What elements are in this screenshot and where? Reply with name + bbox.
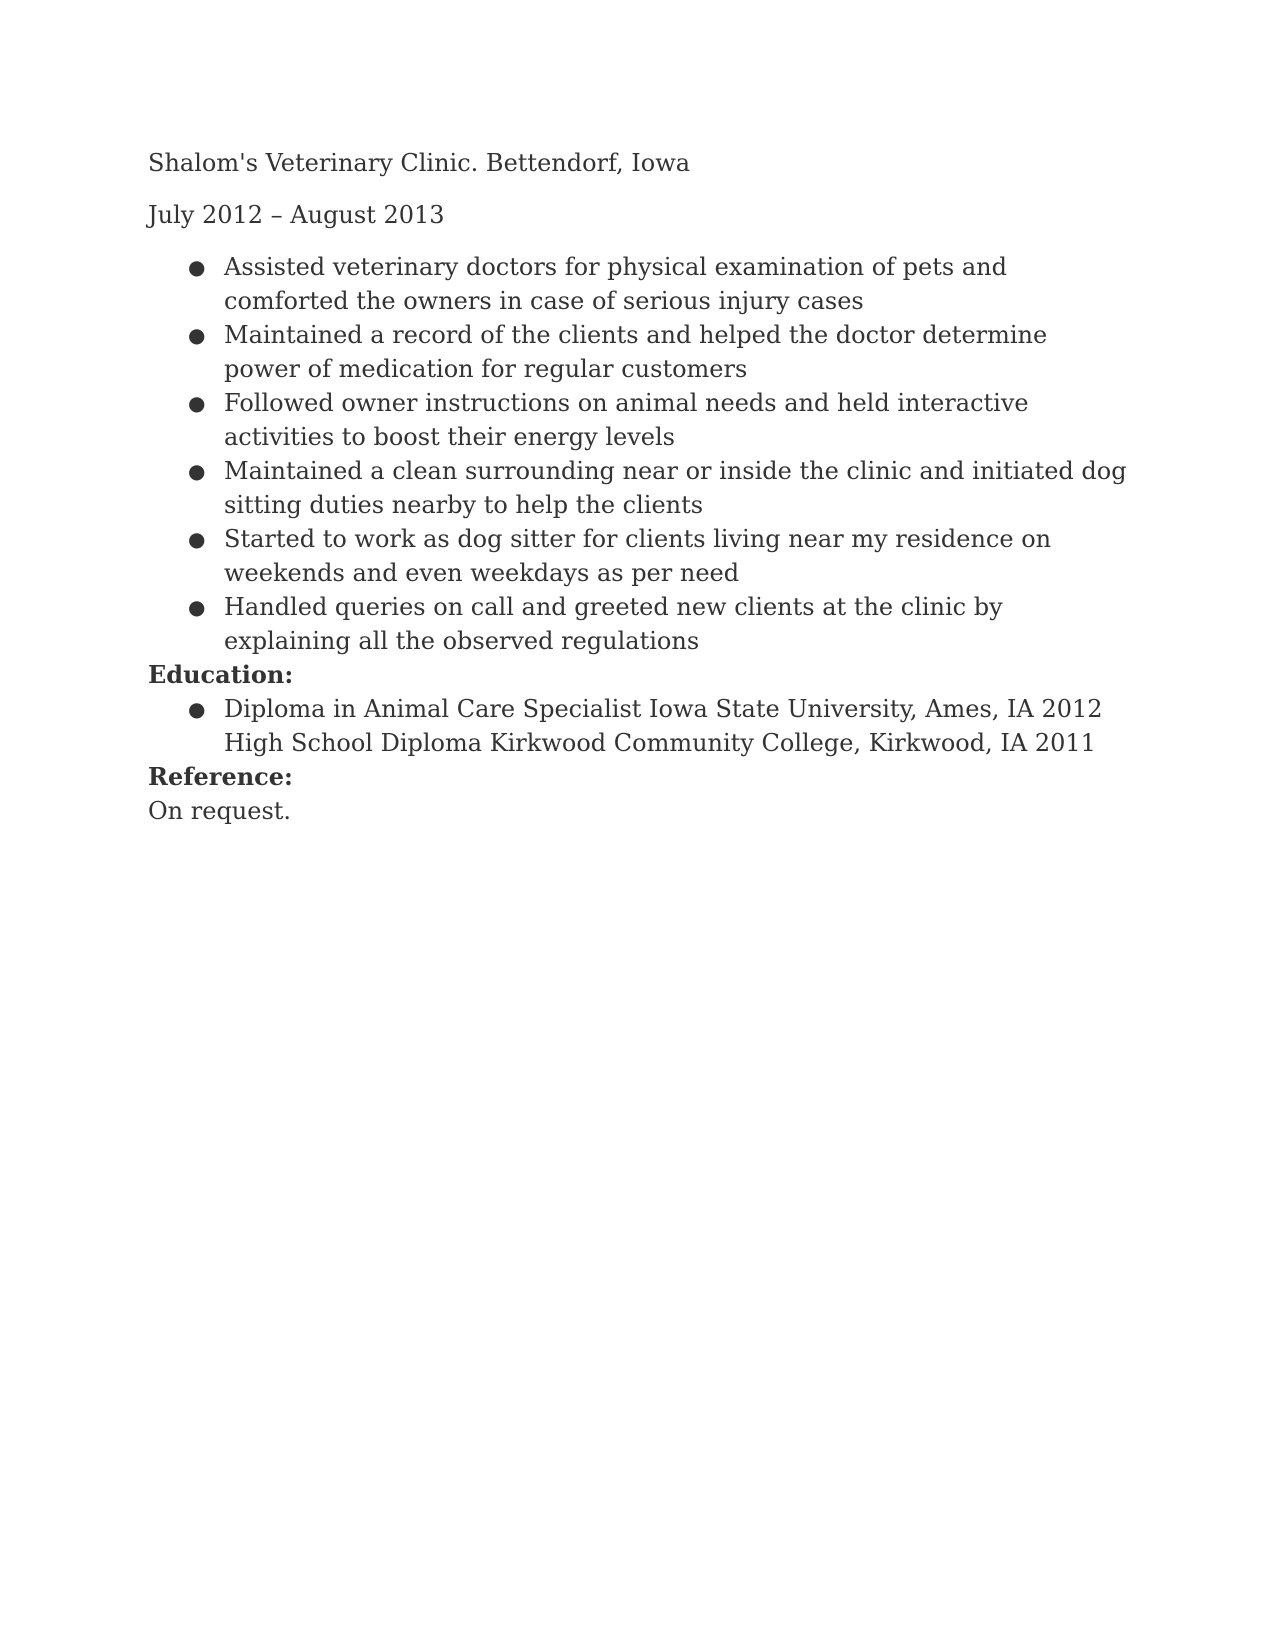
employment-dates: July 2012 – August 2013: [148, 201, 445, 229]
bullet-icon: ●: [188, 391, 206, 415]
list-item: [148, 386, 1128, 454]
bullet-icon: ●: [188, 697, 206, 721]
bullet-icon: ●: [188, 255, 206, 279]
reference-text: On request.: [148, 797, 292, 825]
education-line: High School Diploma Kirkwood Community College, Kirkwood, IA 2011: [224, 729, 1096, 757]
bullet-icon: ●: [188, 323, 206, 347]
list-item: [148, 522, 1128, 590]
duty-text: Handled queries on call and greeted new clients at the clinic by explaining all the observed regulations: [224, 593, 1003, 655]
duties-list: [148, 250, 1128, 658]
reference-heading: Reference:: [148, 762, 293, 791]
bullet-icon: ●: [188, 527, 206, 551]
education-heading: Education:: [148, 660, 294, 689]
list-item: [148, 692, 1128, 760]
duty-text: Started to work as dog sitter for clients living near my residence on weekends and even weekdays as per need: [224, 525, 1052, 587]
list-item: [148, 250, 1128, 318]
duty-text: Followed owner instructions on animal needs and held interactive activities to boost their energy levels: [224, 389, 1029, 451]
duty-text: Assisted veterinary doctors for physical examination of pets and comforted the owners in case of serious injury cases: [224, 253, 1007, 315]
resume-page: [148, 146, 1128, 828]
bullet-icon: ●: [188, 595, 206, 619]
duty-text: Maintained a clean surrounding near or inside the clinic and initiated dog sitting duties nearby to help the clients: [224, 457, 1127, 519]
duty-text: Maintained a record of the clients and helped the doctor determine power of medication for regular customers: [224, 321, 1048, 383]
list-item: [148, 318, 1128, 386]
bullet-icon: ●: [188, 459, 206, 483]
list-item: [148, 454, 1128, 522]
education-list: [148, 692, 1128, 760]
education-line: Diploma in Animal Care Specialist Iowa State University, Ames, IA 2012: [224, 695, 1103, 723]
employer-line: Shalom's Veterinary Clinic. Bettendorf, Iowa: [148, 149, 691, 177]
list-item: [148, 590, 1128, 658]
